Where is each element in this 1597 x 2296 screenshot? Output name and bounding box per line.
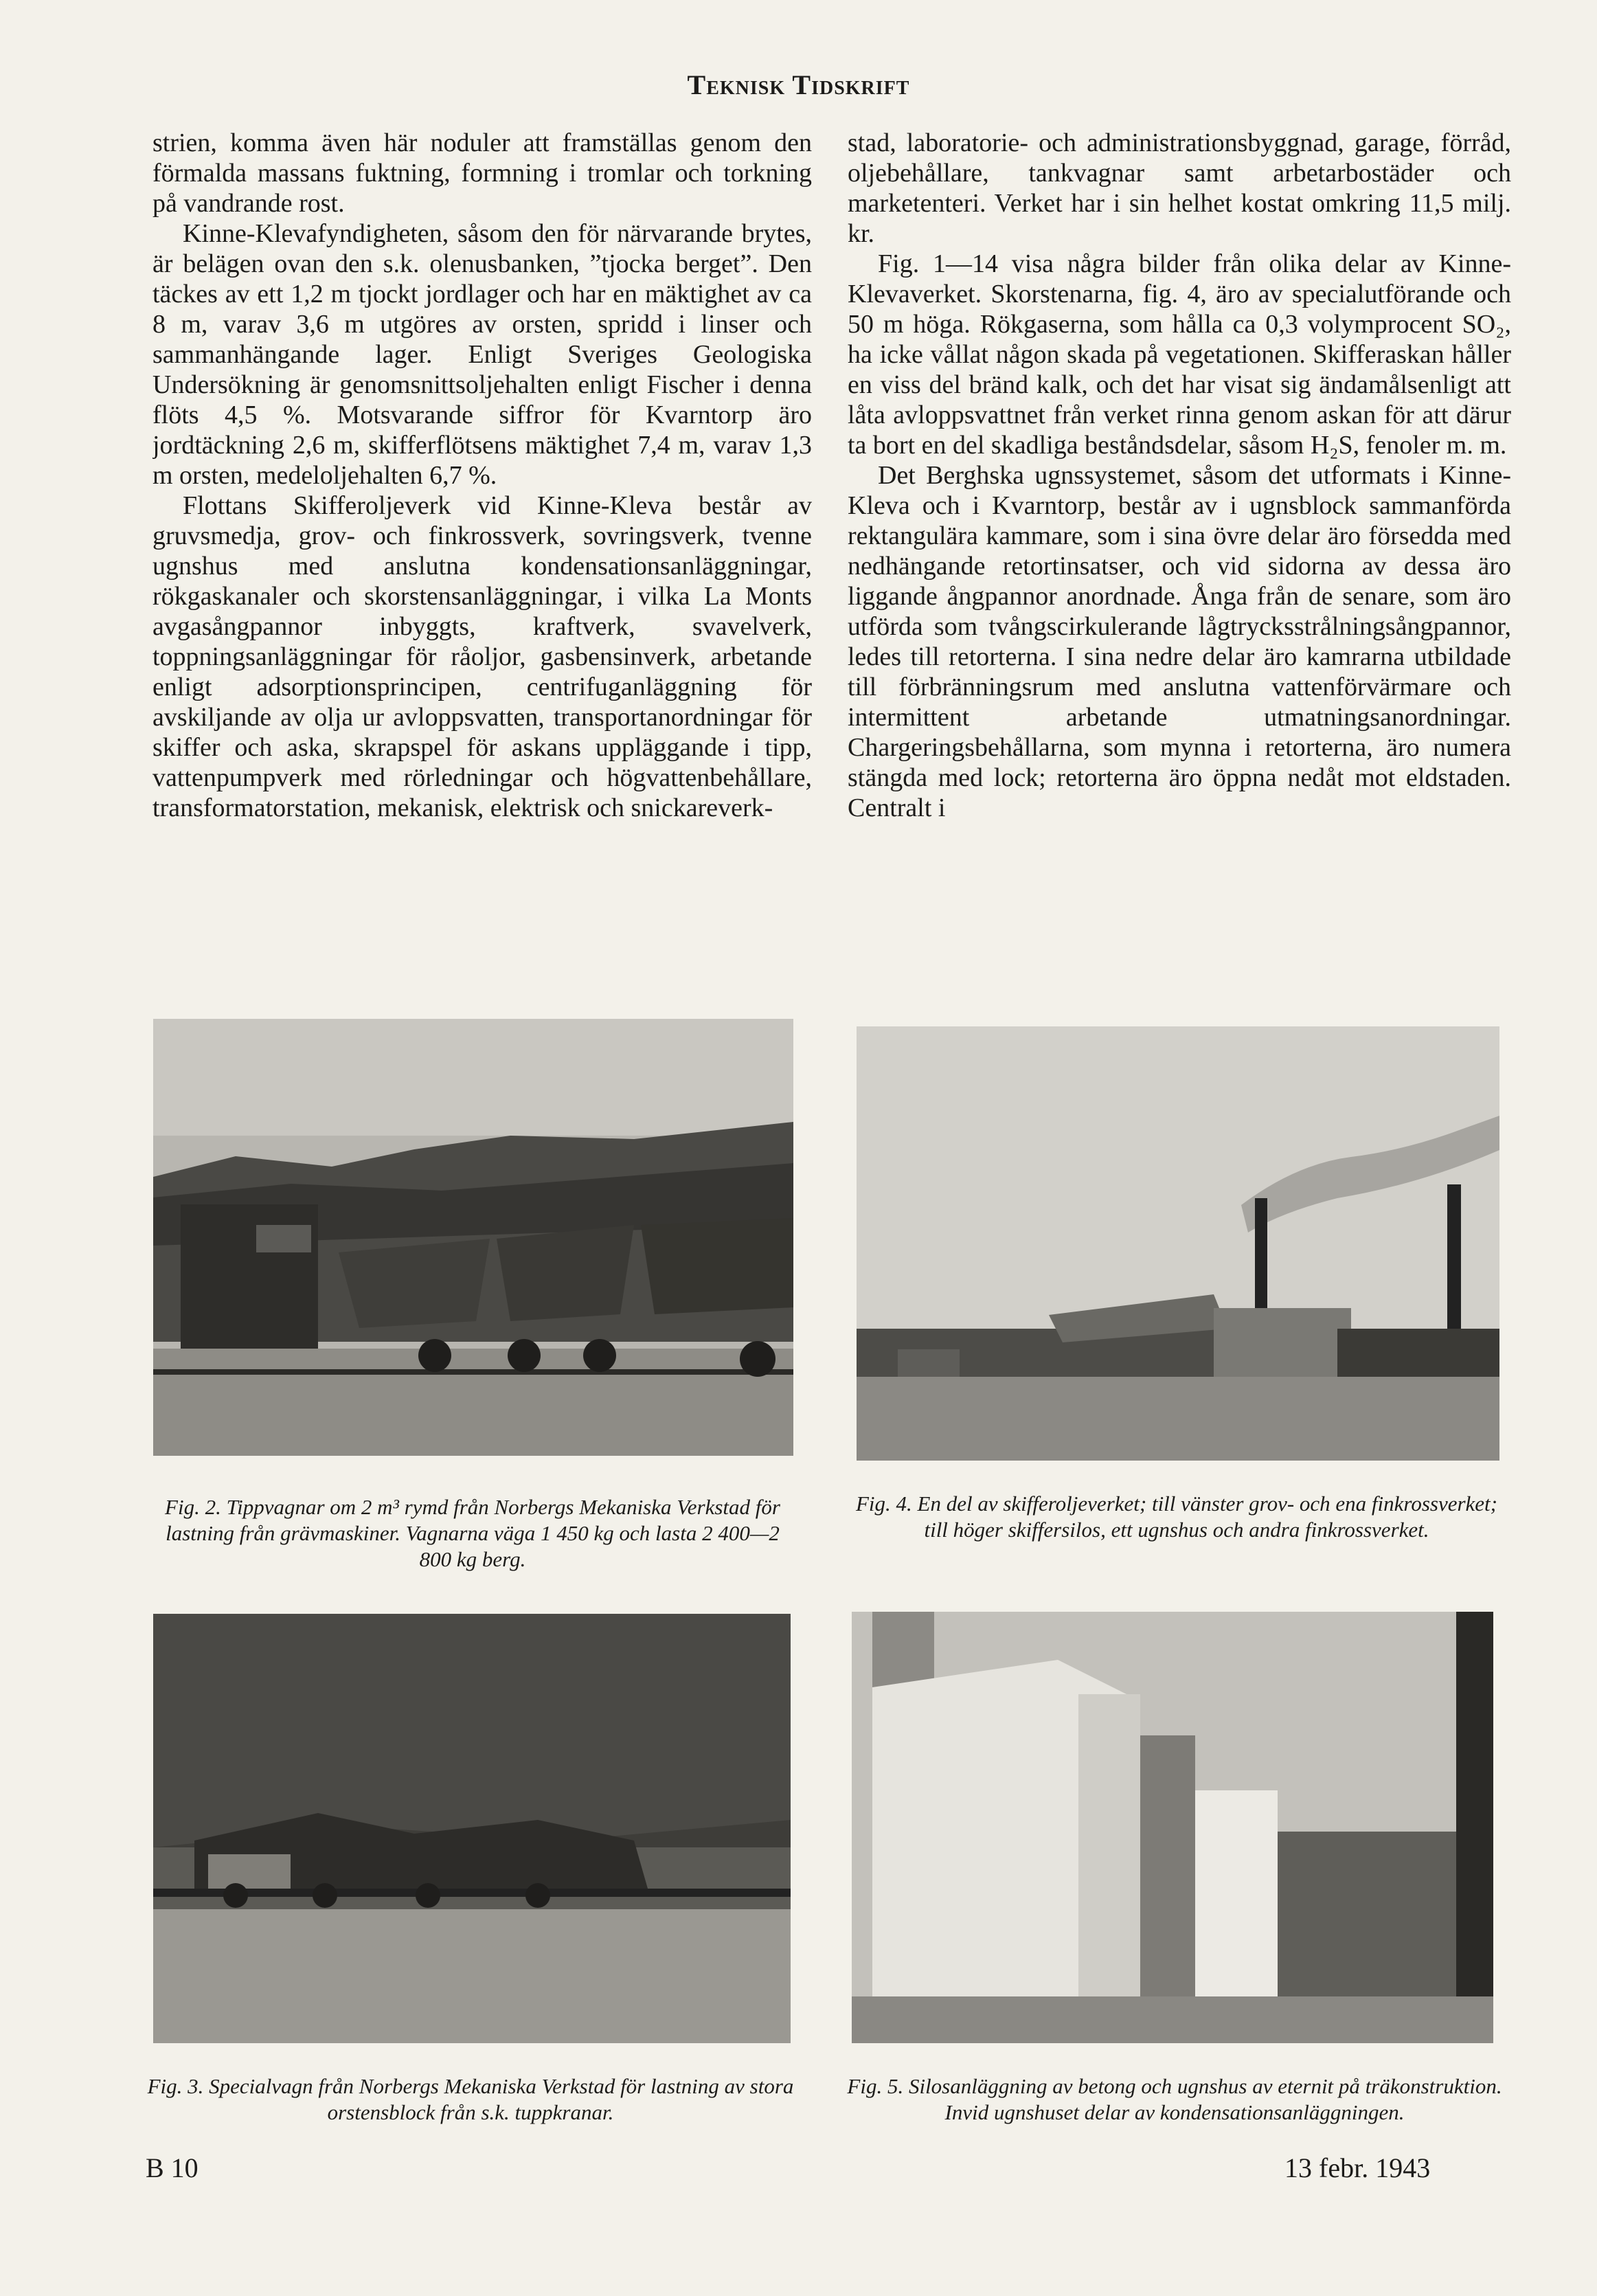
paragraph: Kinne-Klevafyndigheten, såsom den för närvarande brytes, är belägen ovan den s.k. olenusbanken, ”tjocka berget”. Den täckes av ett 1,2 m tjockt jordlager och har en mäktighet av ca 8 m, varav 3,6 m utgöres av orsten, spridd i linser och sammanhängande lager. Enligt Sveriges Geologiska Undersökning är genomsnittsoljehalten enligt Fischer i denna flöts 4,5 %. Motsvarande siffror för Kvarntorp äro jordtäckning 2,6 m, skifferflötsens mäktighet 7,4 m, varav 1,3 m orsten, medeloljehalten 6,7 %. [152,219,812,490]
paragraph: stad, laboratorie- och administrationsbyggnad, garage, förråd, oljebehållare, tankvagnar samt arbetarbostäder och marketenteri. Verket har i sin helhet kostat omkring 11,5 milj. kr. [848,128,1511,248]
issue-date: 13 febr. 1943 [1284,2152,1431,2183]
right-text-column [848,128,1511,963]
journal-header: Teknisk Tidskrift [687,69,910,100]
fig4-photo [857,1026,1499,1461]
fig5-photo [852,1612,1493,2043]
left-text-column [152,128,812,963]
fig4-caption: Fig. 4. En del av skifferoljeverket; till vänster grov- och ena finkrossverket; till höger skiffersilos, ett ugnshus och andra finkrossverket. [855,1492,1497,1542]
paragraph: Flottans Skifferoljeverk vid Kinne-Kleva består av gruvsmedja, grov- och finkrossverk, sovringsverk, tvenne ugnshus med anslutna kondensationsanläggningar, rökgaskanaler och skorstensanläggningar, i vilka La Monts avgasångpannor inbyggts, kraftverk, svavelverk, toppningsanläggningar för råoljor, gasbensinverk, arbetande enligt adsorptionsprincipen, centrifuganläggning för avskiljande av olja ur avloppsvatten, transportanordningar för skiffer och aska, skrapspel för askans uppläggande i tipp, vattenpumpverk med rörledningar och högvattenbehållare, transformatorstation, mekanisk, elektrisk och snickareverk- [152,491,812,822]
fig3-caption: Fig. 3. Specialvagn från Norbergs Mekaniska Verkstad för lastning av stora orstensblock från s.k. tuppkranar. [147,2074,794,2124]
fig3-photo [153,1614,791,2043]
paragraph: Fig. 1—14 visa några bilder från olika delar av Kinne-Klevaverket. Skorstenarna, fig. 4, äro av specialutförande och 50 m höga. Rökgaserna, som hålla ca 0,3 volymprocent SO₂, ha icke vållat någon skada på vegetationen. Skifferaskan håller en viss del bränd kalk, och det har visat sig ändamålsenligt att låta avloppsvattnet från verket rinna genom askan för att därur ta bort en del skadliga beståndsdelar, såsom H₂S, fenoler m. m. [848,249,1511,460]
paragraph: strien, komma även här noduler att framställas genom den förmalda massans fuktning, formning i tromlar och torkning på vandrande rost. [152,128,812,218]
page-number: B 10 [146,2152,199,2183]
fig2-photo [153,1019,793,1456]
paragraph: Det Berghska ugnssystemet, såsom det utformats i Kinne-Kleva och i Kvarntorp, består av i ugnsblock sammanförda rektangulära kammare, som i sina övre delar äro försedda med nedhängande retortinsatser, och vid sidorna av dessa äro liggande ångpannor anordnade. Ånga från de senare, som äro utförda som tvångscirkulerande lågtrycksstrålningsångpannor, ledes till retorterna. I sina nedre delar äro kamrarna utbildade till förbränningsrum med anslutna vattenförvärmare och intermittent arbetande utmatningsanordningar. Chargeringsbehållarna, som mynna i retorterna, äro numera stängda med lock; retorterna äro öppna nedåt mot eldstaden. Centralt i [848,461,1511,822]
fig5-caption: Fig. 5. Silosanläggning av betong och ugnshus av eternit på träkonstruktion. Invid ugnshuset delar av kondensationsanläggningen. [847,2074,1502,2124]
fig2-caption: Fig. 2. Tippvagnar om 2 m³ rymd från Norbergs Mekaniska Verkstad för lastning från grävmaskiner. Vagnarna väga 1 450 kg och lasta 2 400—2 800 kg berg. [165,1495,780,1571]
